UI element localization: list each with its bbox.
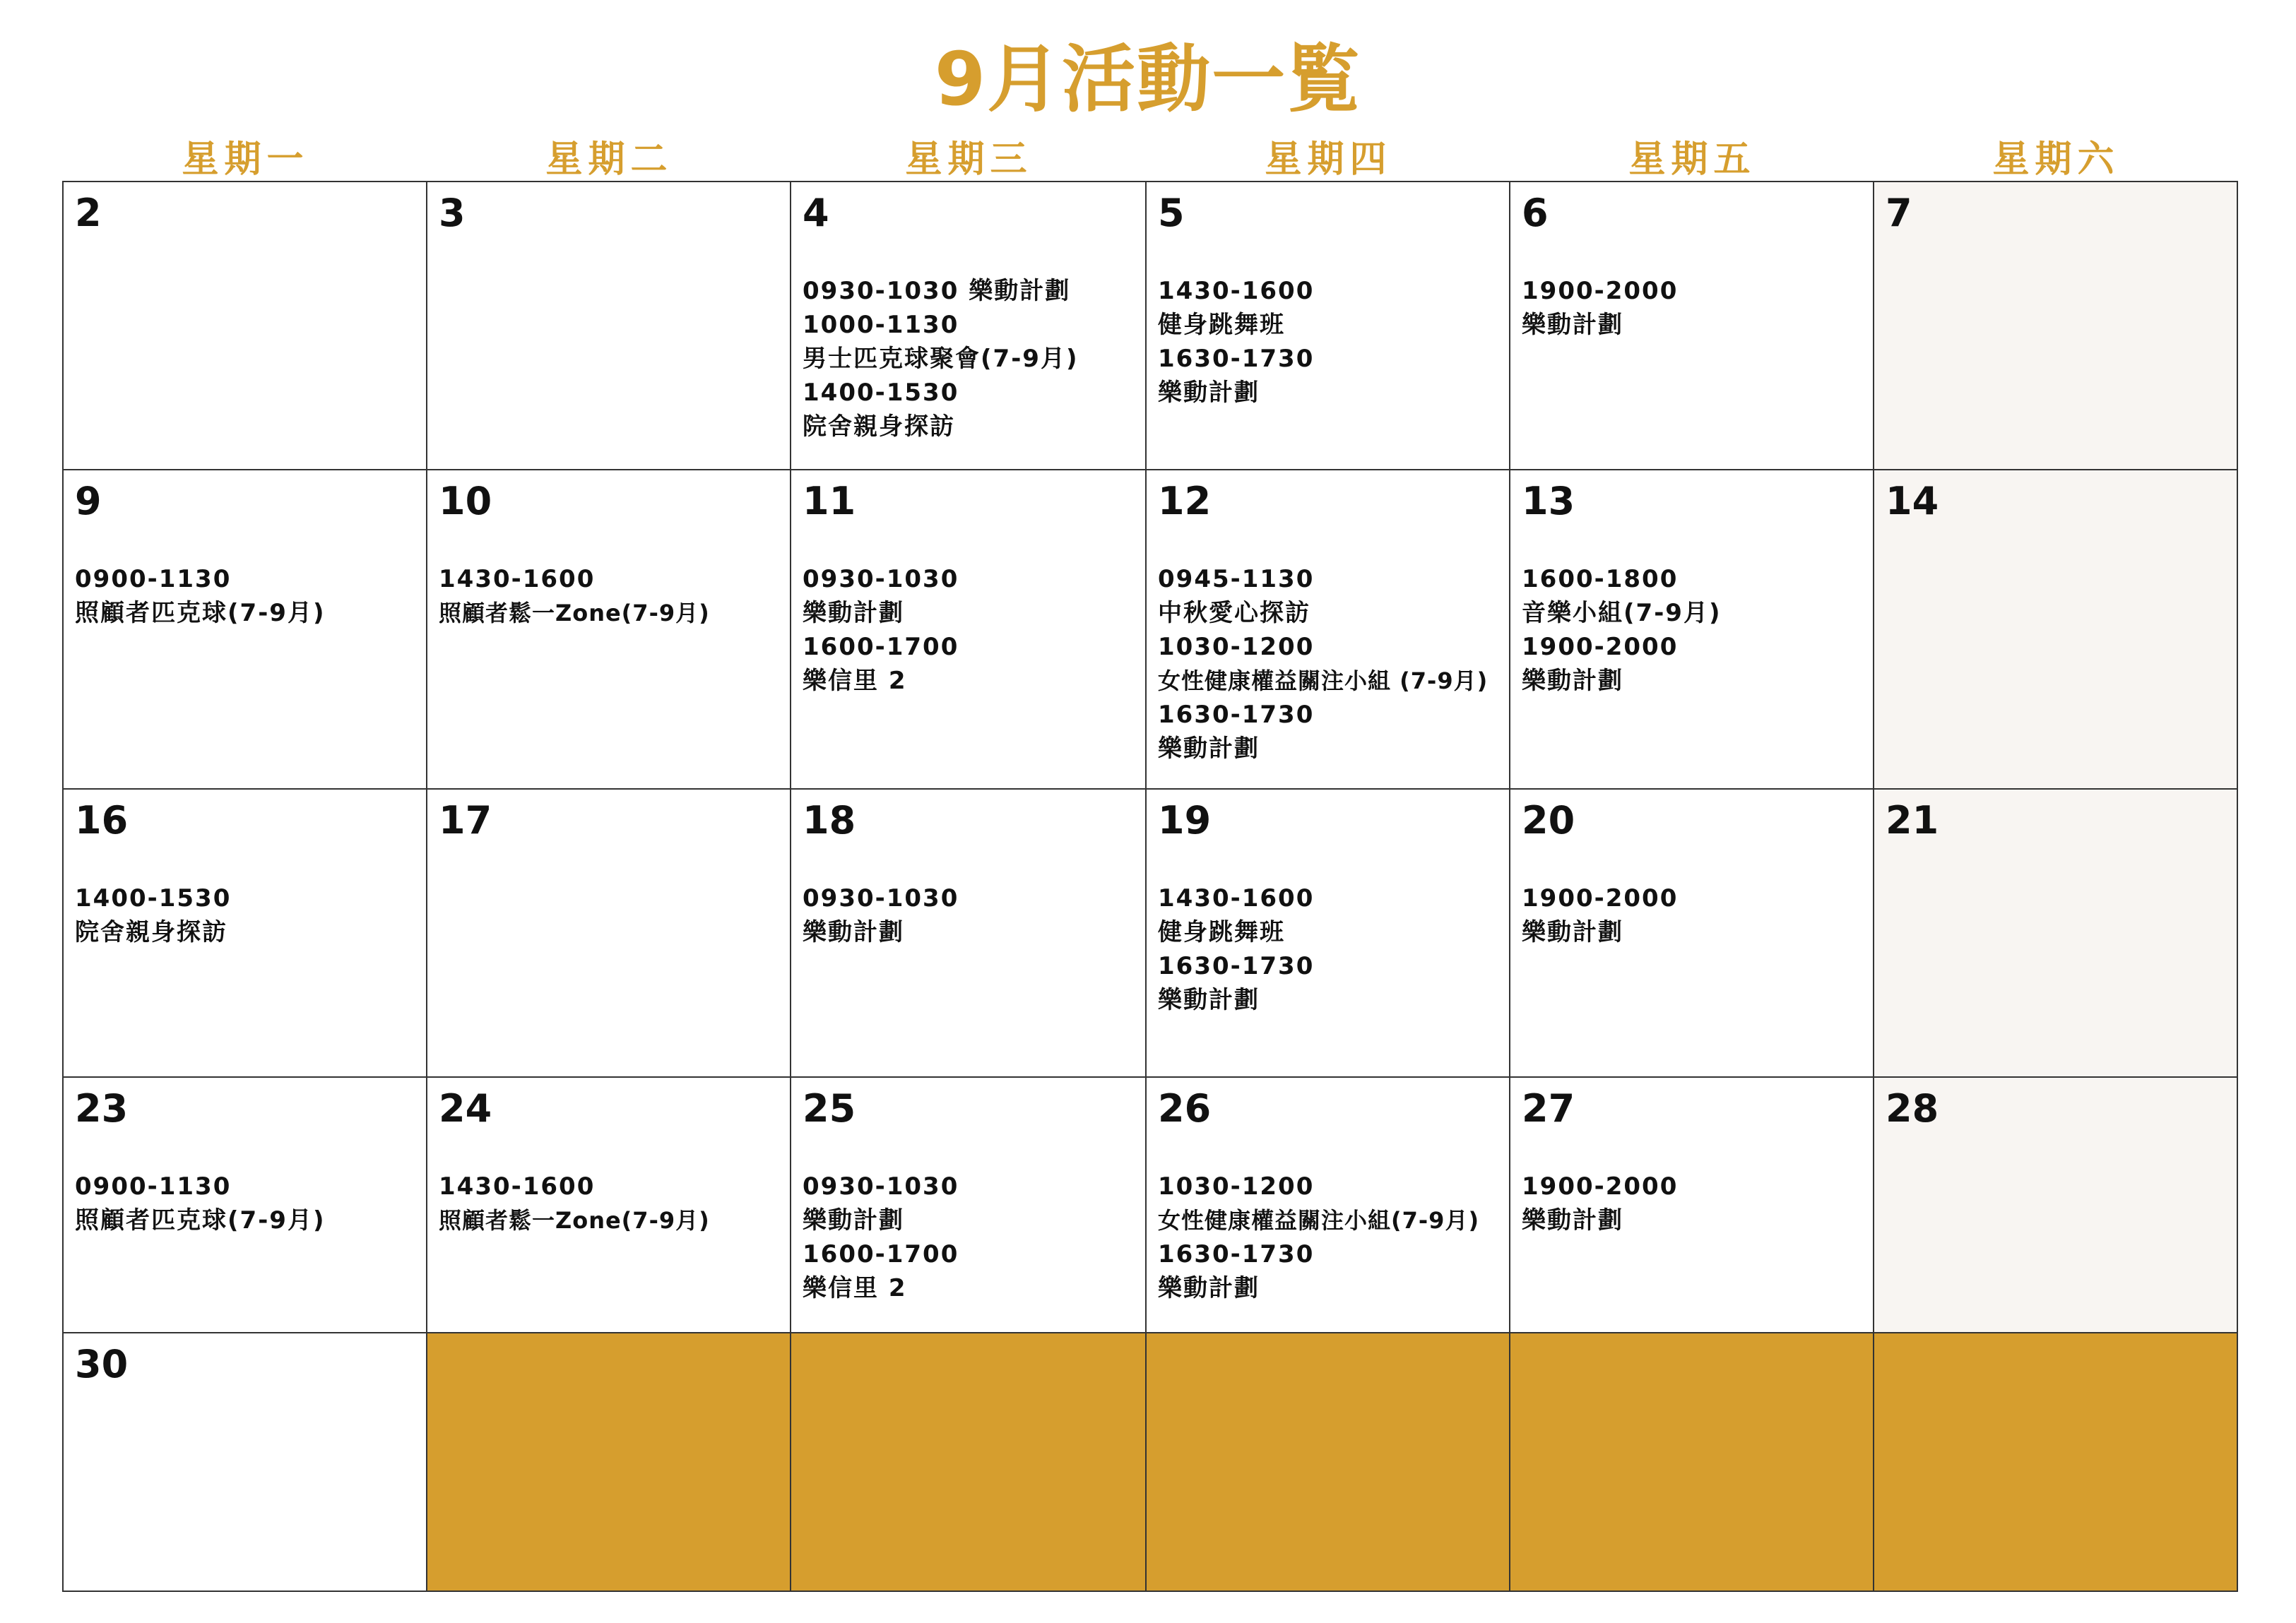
- event-line: 男士匹克球聚會(7-9月): [803, 345, 1079, 373]
- event-line: 樂動計劃: [1522, 667, 1623, 695]
- weekday-header: 星期二: [545, 138, 673, 181]
- event-line: 女性健康權益關注小組(7-9月): [1158, 1207, 1480, 1234]
- event-line: 1430-1600: [439, 565, 596, 593]
- event-list: [75, 881, 422, 949]
- day-number: 24: [439, 1086, 492, 1131]
- day-cell: [426, 788, 791, 1078]
- day-cell: [790, 181, 1147, 470]
- day-cell: [1873, 181, 2238, 470]
- event-line: 1600-1700: [803, 633, 959, 661]
- event-line: 1630-1730: [1158, 701, 1315, 729]
- empty-day-cell: [426, 1332, 791, 1592]
- event-line: 樂信里 2: [803, 667, 907, 695]
- event-line: 照顧者匹克球(7-9月): [75, 1206, 326, 1235]
- event-list: [75, 562, 422, 630]
- event-line: 樂動計劃: [1158, 986, 1260, 1014]
- event-line: 院舍親身探訪: [803, 412, 955, 441]
- event-line: 0930-1030: [803, 884, 959, 912]
- day-cell: [1145, 1076, 1510, 1333]
- event-line: 1900-2000: [1522, 277, 1679, 305]
- day-cell: [1509, 788, 1874, 1078]
- day-cell: [1145, 469, 1510, 790]
- event-line: 1030-1200: [1158, 1172, 1315, 1201]
- day-cell: [1873, 788, 2238, 1078]
- day-cell: [1509, 469, 1874, 790]
- event-line: 1400-1530: [75, 884, 232, 912]
- empty-day-cell: [1145, 1332, 1510, 1592]
- event-line: 樂動計劃: [803, 1206, 904, 1235]
- event-line: 1430-1600: [439, 1172, 596, 1201]
- day-cell: [790, 788, 1147, 1078]
- event-line: 照顧者匹克球(7-9月): [75, 599, 326, 627]
- event-line: 0930-1030 樂動計劃: [803, 277, 1071, 305]
- day-number: 12: [1158, 479, 1212, 523]
- day-cell: [1873, 1076, 2238, 1333]
- event-line: 1000-1130: [803, 311, 959, 339]
- event-list: [439, 1170, 786, 1237]
- event-line: 樂動計劃: [1158, 379, 1260, 407]
- event-line: 樂動計劃: [1522, 918, 1623, 946]
- event-line: 樂動計劃: [1158, 735, 1260, 763]
- event-line: 女性健康權益關注小組 (7-9月): [1158, 667, 1489, 694]
- event-line: 0900-1130: [75, 1172, 232, 1201]
- event-list: [1158, 1170, 1505, 1305]
- weekday-header: 星期六: [1992, 138, 2120, 181]
- event-line: 0900-1130: [75, 565, 232, 593]
- event-list: [1158, 274, 1505, 410]
- event-line: 1630-1730: [1158, 952, 1315, 980]
- event-line: 中秋愛心探訪: [1158, 599, 1310, 627]
- event-line: 照顧者鬆一Zone(7-9月): [439, 600, 710, 626]
- event-line: 1430-1600: [1158, 277, 1315, 305]
- empty-day-cell: [1509, 1332, 1874, 1592]
- day-number: 3: [439, 191, 466, 235]
- event-line: 1900-2000: [1522, 633, 1679, 661]
- event-line: 1630-1730: [1158, 345, 1315, 373]
- day-number: 2: [75, 191, 102, 235]
- empty-day-cell: [790, 1332, 1147, 1592]
- event-line: 0945-1130: [1158, 565, 1315, 593]
- day-number: 13: [1522, 479, 1575, 523]
- day-number: 21: [1886, 798, 1939, 843]
- event-line: 院舍親身探訪: [75, 918, 227, 946]
- event-line: 1600-1800: [1522, 565, 1679, 593]
- event-list: [803, 274, 1141, 444]
- event-line: 健身跳舞班: [1158, 918, 1285, 946]
- event-list: [1522, 562, 1869, 698]
- page-title: 9月活動一覧: [934, 36, 1362, 122]
- day-number: 5: [1158, 191, 1185, 235]
- day-cell: [426, 181, 791, 470]
- event-list: [1522, 1170, 1869, 1237]
- day-number: 11: [803, 479, 856, 523]
- event-list: [803, 1170, 1141, 1305]
- event-line: 0930-1030: [803, 565, 959, 593]
- weekday-header: 星期三: [905, 138, 1033, 181]
- day-number: 25: [803, 1086, 856, 1131]
- day-cell: [1509, 1076, 1874, 1333]
- event-line: 1400-1530: [803, 379, 959, 407]
- day-number: 10: [439, 479, 492, 523]
- day-number: 4: [803, 191, 829, 235]
- day-number: 30: [75, 1342, 129, 1386]
- event-line: 健身跳舞班: [1158, 311, 1285, 339]
- day-cell: [62, 1332, 427, 1592]
- day-cell: [62, 1076, 427, 1333]
- day-number: 18: [803, 798, 856, 843]
- day-number: 27: [1522, 1086, 1575, 1131]
- day-number: 14: [1886, 479, 1939, 523]
- day-number: 20: [1522, 798, 1575, 843]
- day-number: 26: [1158, 1086, 1212, 1131]
- day-number: 6: [1522, 191, 1549, 235]
- event-line: 樂動計劃: [803, 918, 904, 946]
- event-line: 1600-1700: [803, 1240, 959, 1268]
- event-line: 1430-1600: [1158, 884, 1315, 912]
- day-cell: [62, 181, 427, 470]
- event-line: 1630-1730: [1158, 1240, 1315, 1268]
- day-cell: [1873, 469, 2238, 790]
- event-line: 1030-1200: [1158, 633, 1315, 661]
- event-list: [1522, 274, 1869, 342]
- event-list: [803, 562, 1141, 698]
- event-line: 樂動計劃: [1522, 1206, 1623, 1235]
- day-cell: [1145, 788, 1510, 1078]
- event-line: 樂信里 2: [803, 1274, 907, 1302]
- day-cell: [1145, 181, 1510, 470]
- event-line: 1900-2000: [1522, 884, 1679, 912]
- day-cell: [426, 1076, 791, 1333]
- day-cell: [426, 469, 791, 790]
- weekday-header: 星期一: [182, 138, 309, 181]
- event-list: [1158, 881, 1505, 1017]
- event-list: [1522, 881, 1869, 949]
- day-cell: [62, 469, 427, 790]
- empty-day-cell: [1873, 1332, 2238, 1592]
- weekday-header: 星期五: [1628, 138, 1756, 181]
- event-list: [75, 1170, 422, 1237]
- day-cell: [790, 1076, 1147, 1333]
- event-list: [439, 562, 786, 630]
- day-number: 7: [1886, 191, 1912, 235]
- event-line: 音樂小組(7-9月): [1522, 599, 1722, 627]
- event-list: [1158, 562, 1505, 766]
- day-cell: [790, 469, 1147, 790]
- day-cell: [62, 788, 427, 1078]
- event-line: 樂動計劃: [803, 599, 904, 627]
- event-line: 1900-2000: [1522, 1172, 1679, 1201]
- weekday-header: 星期四: [1265, 138, 1392, 181]
- day-number: 17: [439, 798, 492, 843]
- event-list: [803, 881, 1141, 949]
- day-number: 9: [75, 479, 102, 523]
- day-number: 28: [1886, 1086, 1939, 1131]
- day-number: 19: [1158, 798, 1212, 843]
- day-cell: [1509, 181, 1874, 470]
- day-number: 16: [75, 798, 129, 843]
- event-line: 樂動計劃: [1522, 311, 1623, 339]
- day-number: 23: [75, 1086, 129, 1131]
- event-line: 0930-1030: [803, 1172, 959, 1201]
- event-line: 樂動計劃: [1158, 1274, 1260, 1302]
- event-line: 照顧者鬆一Zone(7-9月): [439, 1207, 710, 1234]
